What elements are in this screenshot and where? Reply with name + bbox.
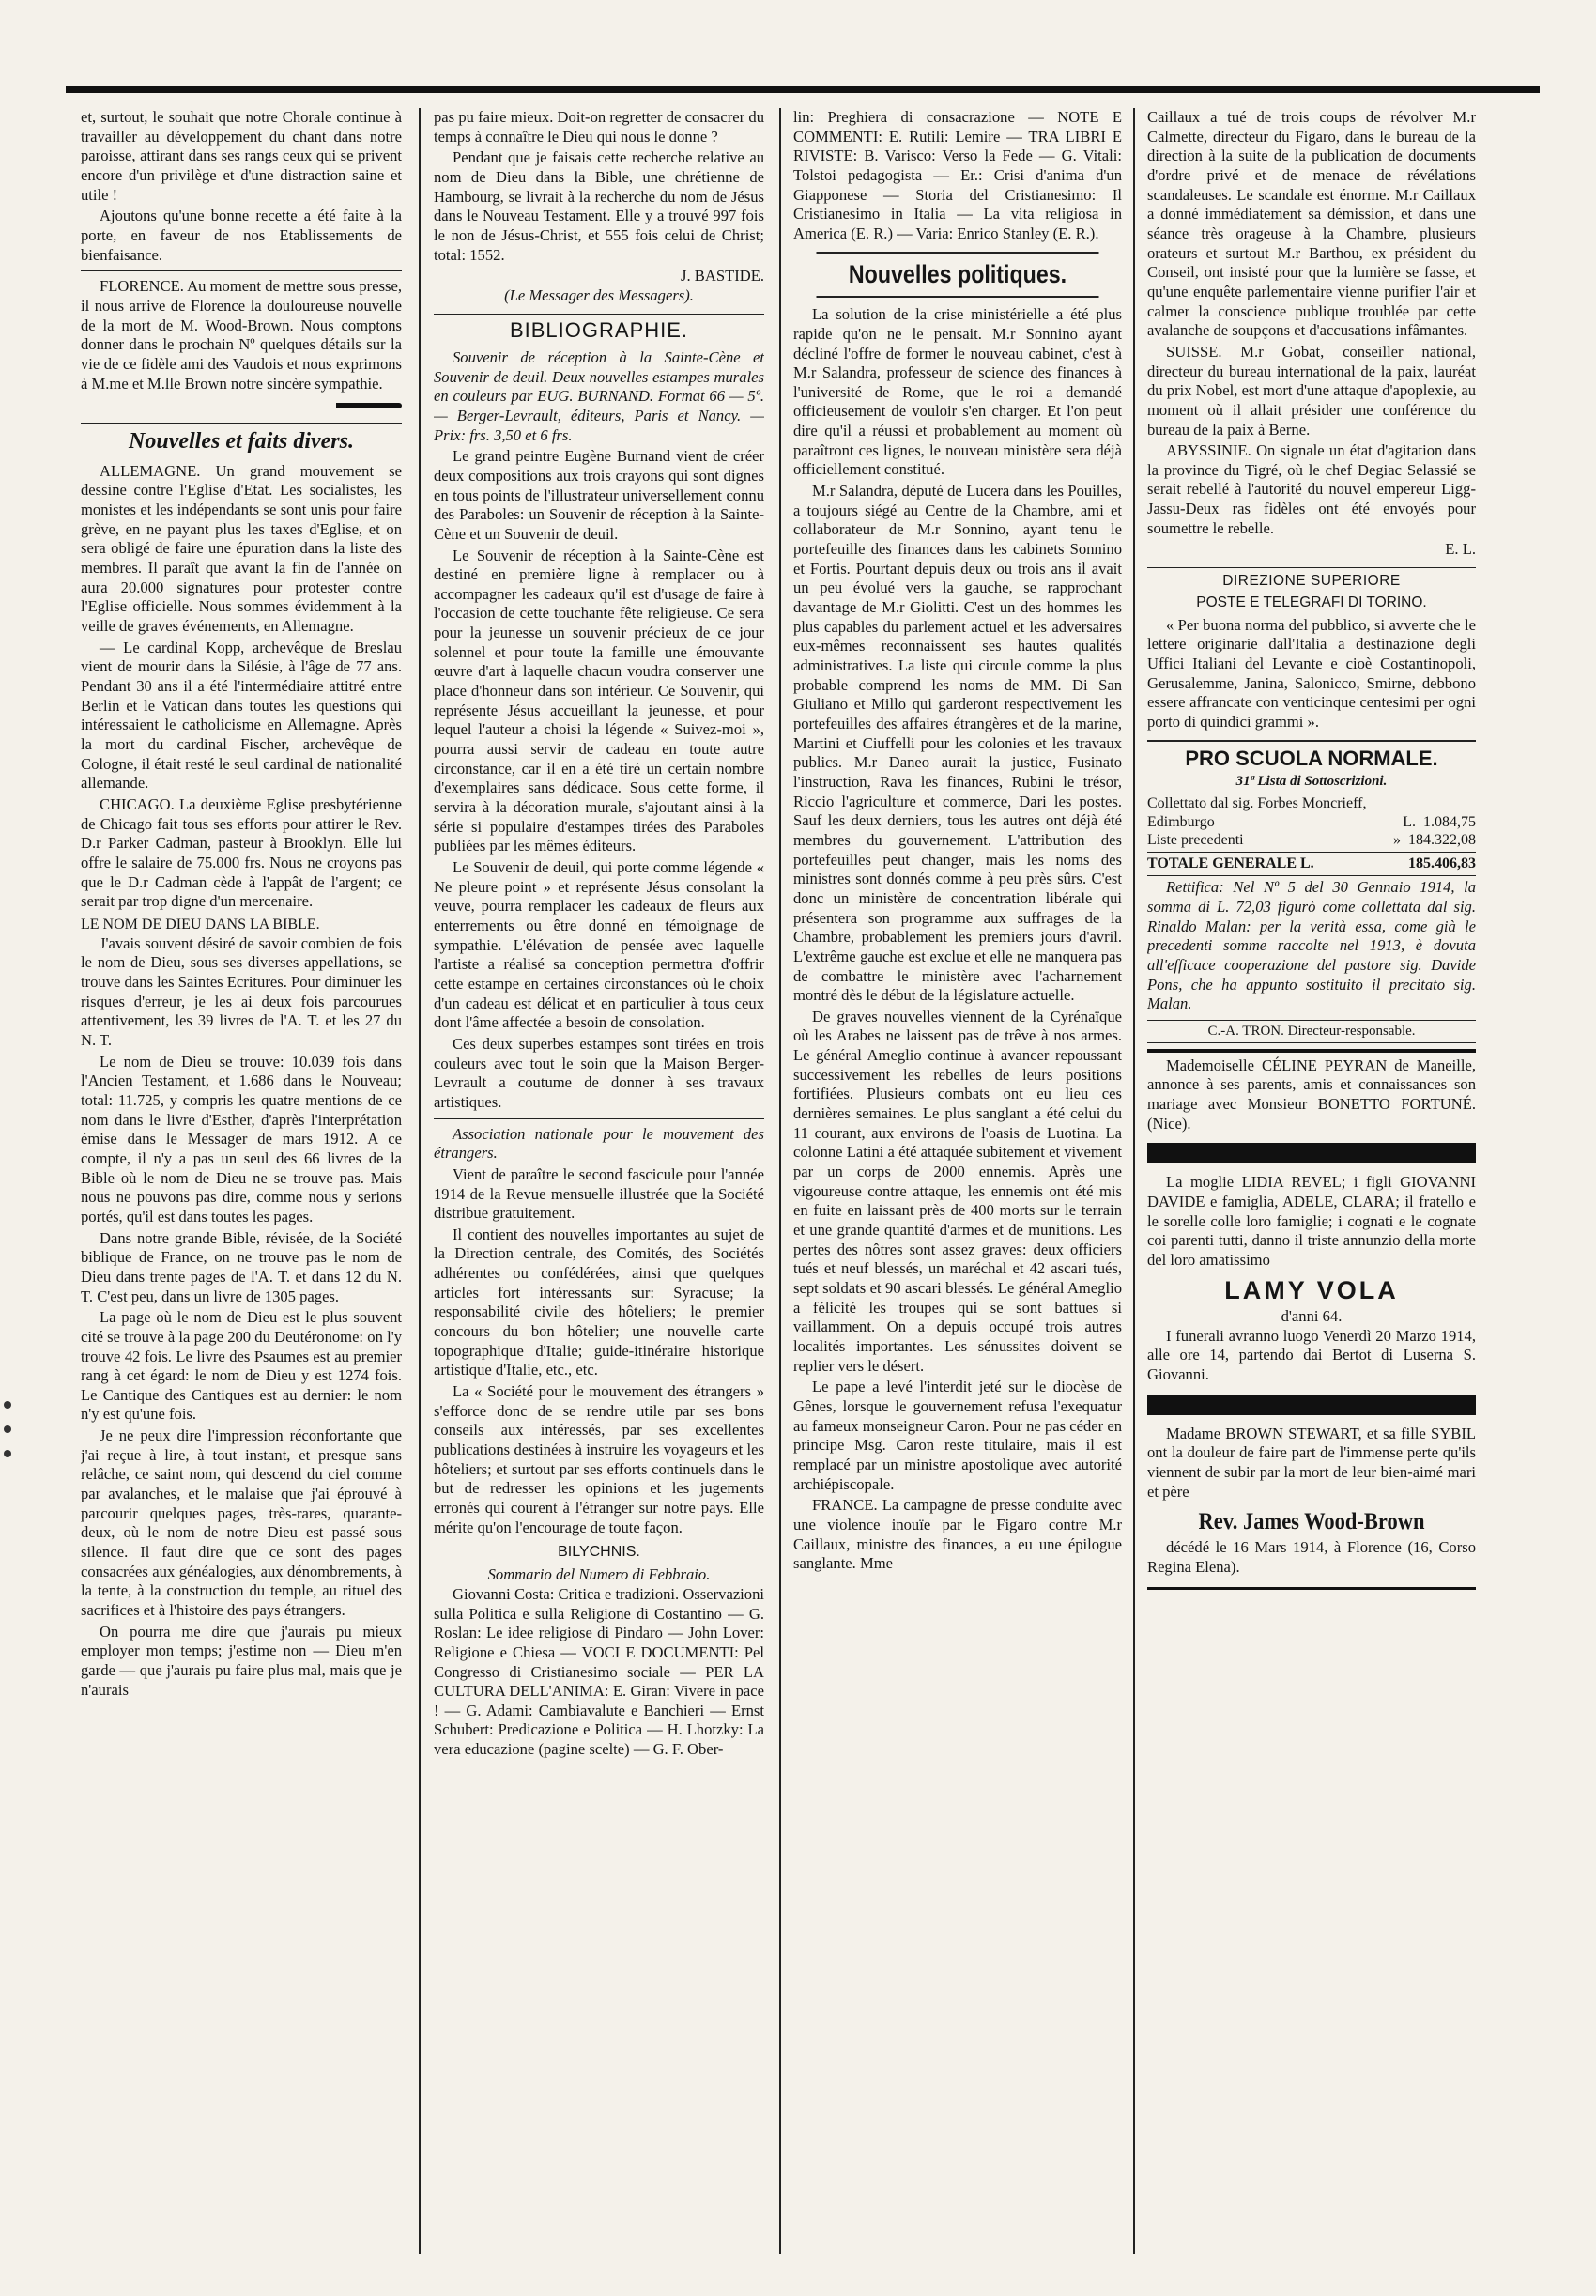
- paragraph-chicago: CHICAGO. La deuxième Eglise presbytérienne de Chicago fait tous ses efforts pour attirer le Rev. D.r Parker Cadman, pasteur à Brooklyn. Elle lui offre le salaire de 75.000 frs. Nous ne croyons pas que le D.r Cadman cède à l'appât de l'argent; ce serait par trop digne d'un mercenaire.: [81, 794, 402, 911]
- paragraph-quete: Ajoutons qu'une bonne recette a été faite à la porte, en faveur de nos Etablissements de bienfaisance.: [81, 207, 402, 264]
- paragraph-allemagne: ALLEMAGNE. Un grand mouvement se dessine contre l'Eglise d'Etat. Les socialistes, les monistes et les indépendants se sont unis pour faire grève, en ne payant plus les taxes d'Eglise, et on sera obligé de faire une épuration dans la liste des membres. Il paraît que avant la fin de l'année on aura 20.000 signatures pour protester contre l'Eglise officielle. Nous sommes évidemment à la veille de graves événements, en Allemagne.: [81, 461, 402, 635]
- paragraph-nom-2: Le nom de Dieu se trouve: 10.039 fois dans l'Ancien Testament, et 1.686 dans le Nouveau; total: 11.725, y compris les quatre mentions de ce nom dans le livre d'Esther, d'après l'interprétation émise dans le Messager de mars 1912. A ce compte, il n'y a pas un seul des 66 livres de la Bible où le nom de Dieu ne se trouve pas. Mais nous ne pouvons pas dire, comme nous y serions portés, qu'il est dans toutes les pages.: [81, 1052, 402, 1225]
- sub-line-1: Collettato dal sig. Forbes Moncrieff,: [1147, 794, 1367, 811]
- paragraph-caillaux: Caillaux a tué de trois coups de révolver M.r Calmette, directeur du Figaro, dans le bureau de la direction à la suite de la publication de documents d'ordre privé et de menace de révélations scandaleuses. Le scandale est énorme. M.r Caillaux a donné immédiatement sa démission, et dans une séance très orageuse à la Chambre, plusieurs orateurs et surtout M.r Barthou, ex président du Conseil, ont insisté pour que la lumière se fasse, et qu'une enquête parlementaire vienne purifier l'air et calmer la conscience publique troublée par cette avalanche de soupçons et d'accusations infâmantes.: [1147, 108, 1476, 340]
- column-4: [1147, 108, 1476, 2254]
- age-lamy-vola: d'anni 64.: [1281, 1307, 1343, 1326]
- sub-line-2: [1147, 813, 1476, 832]
- signature-bastide: J. BASTIDE.: [681, 267, 764, 285]
- separator-bar: [1147, 1049, 1476, 1053]
- sub-total-label: TOTALE GENERALE L.: [1147, 855, 1314, 872]
- column-divider: [419, 108, 421, 2254]
- paragraph-suisse: SUISSE. M.r Gobat, conseiller national, directeur du bureau international de la paix, lauréat du prix Nobel, est mort d'une attaque d'apoplexie, au moment où il allait présider une conférence du bureau de la paix à Berne.: [1147, 342, 1476, 439]
- paragraph-chorale: et, surtout, le souhait que notre Chorale continue à travailler au développement du chant dans notre paroisse, attirant dans ses rangs ceux qui se privent encore d'un privilège et d'une distraction saine et utile !: [81, 108, 402, 204]
- paragraph-rettifica: Rettifica: Nel Nº 5 del 30 Gennaio 1914, la somma di L. 72,03 figurò come collettata dal sig. Rinaldo Malan: per la verità essa, come già le precedenti somme raccolte nel 1913, è dovuta all'efficace cooperazione del pastore sig. Davide Pons, che ha appunto sostituito il precitato sig. Malan.: [1147, 878, 1476, 1013]
- amount-value: 184.322,08: [1408, 832, 1476, 849]
- subheading-sommario: Sommario del Numero di Febbraio.: [487, 1565, 711, 1584]
- punch-hole-mark: [4, 1401, 11, 1409]
- mourning-bar: [1147, 1143, 1476, 1163]
- heading-nom-de-dieu: LE NOM DE DIEU DANS LA BIBLE.: [81, 916, 320, 932]
- bottom-rule: [1147, 1587, 1476, 1590]
- paragraph-decede: décédé le 16 Mars 1914, à Florence (16, Corso Regina Elena).: [1147, 1538, 1476, 1577]
- paragraph-nom-4: La page où le nom de Dieu est le plus souvent cité se trouve à la page 200 du Deutéronome: on l'y trouve 42 fois. Le livre des Psaumes est au premier rang à cet égard: le nom de Dieu y est 1274 fois. Le Cantique des Cantiques est au dernier: le nom n'y est qu'une fois.: [81, 1308, 402, 1424]
- paragraph-burnand: Le grand peintre Eugène Burnand vient de créer deux compositions aux trois crayons qui sont dignes en tous points de l'illustrateur universellement connu des Paraboles: un Souvenir de réception à la Sainte-Cène et un Souvenir de deuil.: [434, 447, 764, 543]
- column-divider: [779, 108, 781, 2254]
- sub-line-2-label: Edimburgo: [1147, 813, 1215, 830]
- column-3: [793, 108, 1122, 2254]
- separator: [81, 270, 402, 271]
- paragraph-nom-6: On pourra me dire que j'aurais pu mieux employer mon temps; j'estime non — Dieu m'en garde — que j'aurais pu faire plus mal, mais que je n'aurais: [81, 1622, 402, 1699]
- punch-hole-mark: [4, 1425, 11, 1433]
- sub-line-3: [1147, 831, 1476, 850]
- amount-value: 1.084,75: [1423, 813, 1476, 830]
- paragraph-societe: La « Société pour le mouvement des étrangers » s'efforce donc de se rendre utile par ses bons conseils aux intéressés, par ses excellentes publications destinées à instruire les voyageurs et les hôteliers; et surtout par ses efforts continuels dans le but de redresser les opinions et les jugements erronés qui courent à l'étranger sur notre pays. Elle mérite qu'on l'encourage de toute façon.: [434, 1382, 764, 1536]
- paragraph-contient: Il contient des nouvelles importantes au sujet de la Direction centrale, des Comités, des Sociétés adhérentes ou confédérées, ainsi que quelques articles fort intéressants sur: Syracuse; la responsabilité civile des hôteliers; le premier concours du bon hôtelier; une nouvelle carte topographique d'Italie; guide-itinéraire historique artistique d'Italie, etc., etc.: [434, 1225, 764, 1379]
- top-rule: [66, 86, 1540, 93]
- sub-total-row: [1147, 852, 1476, 876]
- separator: [434, 1118, 764, 1119]
- name-wood-brown: Rev. James Wood-Brown: [1198, 1509, 1425, 1535]
- subscription-table: [1147, 794, 1476, 877]
- paragraph-souvenir-intro: Souvenir de réception à la Sainte-Cène et Souvenir de deuil. Deux nouvelles estampes murales en couleurs par EUG. BURNAND. Format 66 — 5º. — Berger-Levrault, éditeurs, Paris et Nancy. — Prix: frs. 3,50 et 6 frs.: [434, 347, 764, 444]
- paragraph-nom-5: Je ne peux dire l'impression réconfortante que j'ai reçue à lire, à tout instant, et presque sans relâche, ce saint nom, qui descend du ciel comme par avalanches, et le malaise que j'ai éprouvé à parcourir quelques pages, très-rares, quarante-deux, où le nom de notre Dieu est passé sous silence. Il faut dire que ce sont des pages consacrées aux généalogies, aux dénombrements, à la tente, à la construction du temple, au rituel des sacrifices et à l'histoire des pays étrangers.: [81, 1426, 402, 1620]
- subheading-lista: 31ª Lista di Sottoscrizioni.: [1235, 774, 1388, 789]
- name-lamy-vola: LAMY VOLA: [1224, 1276, 1399, 1305]
- ornamental-dash: [81, 395, 402, 415]
- heading-bibliographie: BIBLIOGRAPHIE.: [434, 314, 764, 343]
- paragraph-peyran: Mademoiselle CÉLINE PEYRAN de Maneille, annonce à ses parents, amis et connaissances son mariage avec Monsieur BONETTO FORTUNÉ. (Nice).: [1147, 1056, 1476, 1133]
- mourning-bar: [1147, 1395, 1476, 1415]
- column-1: [81, 108, 402, 2254]
- sub-line-3-amount: [1393, 831, 1476, 850]
- paragraph-deuil: Le Souvenir de deuil, qui porte comme légende « Ne pleure point » et représente Jésus consolant la veuve, pourra remplacer les cadeaux de fleurs aux enterrements ou être donné en témoignage de sympathie. L'élévation de pensée avec laquelle l'artiste a réalisé sa conception permettra d'offrir cette estampe en certaines circonstances où le choix d'un cadeau est délicat et en particulier à tous ceux dont l'âme affectée a besoin de consolation.: [434, 858, 764, 1032]
- paragraph-sommario: Giovanni Costa: Critica e tradizioni. Osservazioni sulla Politica e sulla Religione di Costantino — G. Roslan: Le idee religiose di Pindaro — John Lover: Religione e Chiesa — VOCI E DOCUMENTI: Pel Congresso di Cristianesimo sociale — PER LA CULTURA DELL'ANIMA: E. Giran: Vivere in pace ! — G. Adami: Cambiavalute e Banchieri — Ernst Schubert: Predicazione e Politica — H. Lhotzky: La vera educazione (pagine scelte) — G. F. Ober-: [434, 1584, 764, 1759]
- currency-label: »: [1393, 832, 1401, 849]
- column-2: [434, 108, 764, 2254]
- heading-nouvelles-faits-divers: Nouvelles et faits divers.: [81, 423, 402, 456]
- paragraph-fascicule: Vient de paraître le second fascicule pour l'année 1914 de la Revue mensuelle illustrée que la Société distribue gratuitement.: [434, 1164, 764, 1223]
- heading-bilychnis: BILYCHNIS.: [558, 1544, 640, 1561]
- paragraph-reception: Le Souvenir de réception à la Sainte-Cène est destiné en première ligne à remplacer ou à accompagner les cadeaux qu'il est d'usage de faire à l'occasion de cette touchante fête religieuse. Ce sera pour la jeunesse un souvenir précieux de ce jour solennel et pour toute la famille une émouvante œuvre d'art à laquelle chacun voudra conserver une place d'honneur dans son intérieur. Ce Souvenir, qui représente Jésus accueillant la jeunesse, et pour lequel l'auteur a choisi la légende « Suivez-moi », pourra aussi servir de cadeau en toute autre circonstance, car il en a été tiré un certain nombre d'exemplaires sans dédicace. Sous cette forme, il servira à la décoration murale, s'ajoutant ainsi à la série si populaire d'estampes tirées des Paraboles publiées par les mêmes éditeurs.: [434, 546, 764, 855]
- column-divider: [1133, 108, 1135, 2254]
- paragraph-crise: La solution de la crise ministérielle a été plus rapide qu'on ne le pensait. M.r Sonnino ayant décliné l'offre de former le nouveau cabinet, c'est à M.r Salandra, professeur de science des finances à l'université de Rome, que le roi a demandé officieusement de vouloir s'en charger. Et l'on peut dire qu'il a réussi et probablement au moment où paraîtront ces lignes, le nouveau ministère sera déjà officiellement constitué.: [793, 305, 1122, 479]
- paragraph-salandra: M.r Salandra, député de Lucera dans les Pouilles, a toujours siégé au Centre de la Chambre, ami et collaborateur de M.r Sonnino, ayant tenu le portefeuille des finances dans les cabinets Sonnino et Fortis. Pourtant depuis deux ou trois ans il avait un peu évolué vers la gauche, se rapprochant davantage de M.r Giolitti. C'est un des hommes les plus capables du parlement actuel et les adversaires eux-mêmes reconnaissent ses hautes qualités administratives. La liste qui circule comme la plus probable comprend les noms de MM. Di San Giuliano et Millo qui garderont respectivement les portefeuilles des affaires étrangères et de la marine, Martini et Ciuffelli pour les colonies et les travaux publics. M.r Daneo aurait la justice, Fusinato l'instruction, Rava les finances, Rubini le trésor, Riccio l'agriculture et commerce, Dari les postes. Sauf les deux derniers, tous les autres ont déjà été membres du gouvernement. L'attribution des portefeuilles peut changer, mais les noms des ministres sont donnés comme à peu près sûrs. C'est donc un ministère de concentration libérale qui présentera son programme aux suffrages de la Chambre, probablement les premiers jours d'avril. L'extrême gauche est exclue et elle ne manquera pas de combattre le ministère avec l'acharnement montré dès le début de la législature actuelle.: [793, 482, 1122, 1005]
- paragraph-florence: FLORENCE. Au moment de mettre sous presse, il nous arrive de Florence la douloureuse nouvelle de la mort de M. Wood-Brown. Nous comptons donner dans le prochain Nº quelques détails sur la vie de ce fidèle ami des Vaudois et nous exprimons à M.me et M.lle Brown notre sincère sympathie.: [81, 277, 402, 393]
- paragraph-revel: La moglie LIDIA REVEL; i figli GIOVANNI DAVIDE e famiglia, ADELE, CLARA; il fratello e le sorelle colle loro famiglie; i cognati e le cognate coi parenti tutti, danno il triste annunzio della morte del loro amatissimo: [1147, 1173, 1476, 1269]
- sub-line-3-label: Liste precedenti: [1147, 832, 1244, 849]
- paragraph-cyrenaique: De graves nouvelles viennent de la Cyrénaïque où les Arabes ne laissent pas de trêve à nos armes. Le général Ameglio continue à avancer repoussant successivement les rebelles de leurs positions fortifiées. Plusieurs combats ont eu lieu ces dernières semaines. Le plus sanglant a été celui du 11 courant, aux environs de l'oasis de Luotina. La colonne Latini a été attaquée subitement et vivement par un corps de 2000 ennemis. Après une vigoureuse contre attaque, les ennemis ont été mis en fuite en laissant près de 400 morts sur le terrain et une grande quantité d'armes et de munitions. Les pertes des nôtres sont assez graves: deux officiers tués et neuf blessés, un maréchal et 42 ascari tués, sept soldats et 90 ascari blessés. Le général Ameglio a félicité les troupes qui se sont battues si vaillamment. On a depuis occupé trois autres localités importantes. Les sénussites doivent se replier vers le désert.: [793, 1007, 1122, 1375]
- paragraph-pape: Le pape a levé l'interdit jeté sur le diocèse de Gênes, lorsque le gouvernement refusa l'exequatur au fameux monseigneur Caron. Pour ne pas céder en principe Msg. Caron reste titulaire, mais il est remplacé par un ministre apostolique avec autorité archiépiscopale.: [793, 1378, 1122, 1493]
- paragraph-funerali: I funerali avranno luogo Venerdì 20 Marzo 1914, alle ore 14, partendo dai Bertot di Luserna S. Giovanni.: [1147, 1326, 1476, 1384]
- paragraph-brown: Madame BROWN STEWART, et sa fille SYBIL ont la douleur de faire part de l'immense perte qu'ils viennent de subir par la mort de leur bien-aimé mari et père: [1147, 1424, 1476, 1501]
- signature-el: E. L.: [1445, 540, 1476, 559]
- paragraph-continuation: pas pu faire mieux. Doit-on regretter de consacrer du temps à connaître le Dieu qui nous le donne ?: [434, 108, 764, 146]
- paragraph-direzione: « Per buona norma del pubblico, si avverte che le lettere originarie dall'Italia a destinazione degli Uffici Italiani del Levante e cioè Costantinopoli, Gerusalemme, Janina, Salonicco, Smirne, debbono essere affrancate con venticinque centesimi per ogni porto di quindici grammi ».: [1147, 615, 1476, 731]
- punch-hole-mark: [4, 1450, 11, 1457]
- paragraph-france: FRANCE. La campagne de presse conduite avec une violence inouïe par le Figaro contre M.r Caillaux, ministre des finances, a eu une épilogue sanglante. Mme: [793, 1496, 1122, 1573]
- tron-responsable: C.-A. TRON. Directeur-responsable.: [1147, 1020, 1476, 1043]
- paragraph-kopp: — Le cardinal Kopp, archevêque de Breslau vient de mourir dans la Silésie, à l'âge de 77 ans. Pendant 30 ans il a été l'intermédiaire attitré entre Berlin et le Vatican dans toutes les questions qui intéressaient le catholicisme en Allemagne. Après la mort du cardinal Fischer, archevêque de Cologne, il était resté le seul cardinal de nationalité allemande.: [81, 638, 402, 793]
- heading-direzione-1: DIREZIONE SUPERIORE: [1147, 567, 1476, 590]
- paragraph-continuation: lin: Preghiera di consacrazione — NOTE E COMMENTI: E. Rutili: Lemire — TRA LIBRI E RIVISTE: B. Varisco: Verso la Fede — G. Vitali: Tolstoi pedagogista — Er.: Crisi d'anima d'un Giapponese — Storia del Cristianesimo: Il Cristianesimo in Italia — La vita religiosa in America (E. R.) — Varia: Enrico Stanley (E. R.).: [793, 108, 1122, 242]
- paragraph-abyssinie: ABYSSINIE. On signale un état d'agitation dans la province du Tigré, où le chef Degiac Selassié se serait rebellé à l'autorité du nouvel empereur Ligg-Jassu-Deux ras fidèles ont été envoyés pour soumettre le rebelle.: [1147, 441, 1476, 537]
- paragraph-nom-1: J'avais souvent désiré de savoir combien de fois le nom de Dieu, sous ses diverses appellations, se trouve dans les Saintes Ecritures. Pour diminuer les risques d'erreur, je les ai deux fois parcourues attentivement, les 39 livres de l'A. T. et les 27 du N. T.: [81, 933, 402, 1049]
- sub-line-2-amount: [1403, 813, 1476, 832]
- heading-pro-scuola-normale: PRO SCUOLA NORMALE.: [1147, 740, 1476, 771]
- heading-direzione-2: POSTE E TELEGRAFI DI TORINO.: [1196, 594, 1427, 611]
- heading-association: Association nationale pour le mouvement des étrangers.: [434, 1124, 764, 1163]
- paragraph-nom-3: Dans notre grande Bible, révisée, de la Société biblique de France, on ne trouve pas le nom de Dieu dans trente pages de l'A. T. et dans 12 du N. T. C'est peu, dans un livre de 1305 pages.: [81, 1228, 402, 1305]
- source-messager: (Le Messager des Messagers).: [504, 285, 694, 304]
- currency-label: L.: [1403, 813, 1416, 830]
- heading-nouvelles-politiques: Nouvelles politiques.: [817, 252, 1099, 299]
- paragraph-estampes: Ces deux superbes estampes sont tirées en trois couleurs avec tout le soin que la Maison Berger-Levrault a coutume de donner à ses travaux artistiques.: [434, 1034, 764, 1111]
- sub-total-value: 185.406,83: [1408, 855, 1476, 872]
- paragraph-hambourg: Pendant que je faisais cette recherche relative au nom de Dieu dans la Bible, une chrétienne de Hambourg, se livrait à la recherche du nom de Jésus dans le Nouveau Testament. Elle y a trouvé 997 fois le non de Jésus-Christ, et 555 fois celui de Christ; total: 1552.: [434, 148, 764, 264]
